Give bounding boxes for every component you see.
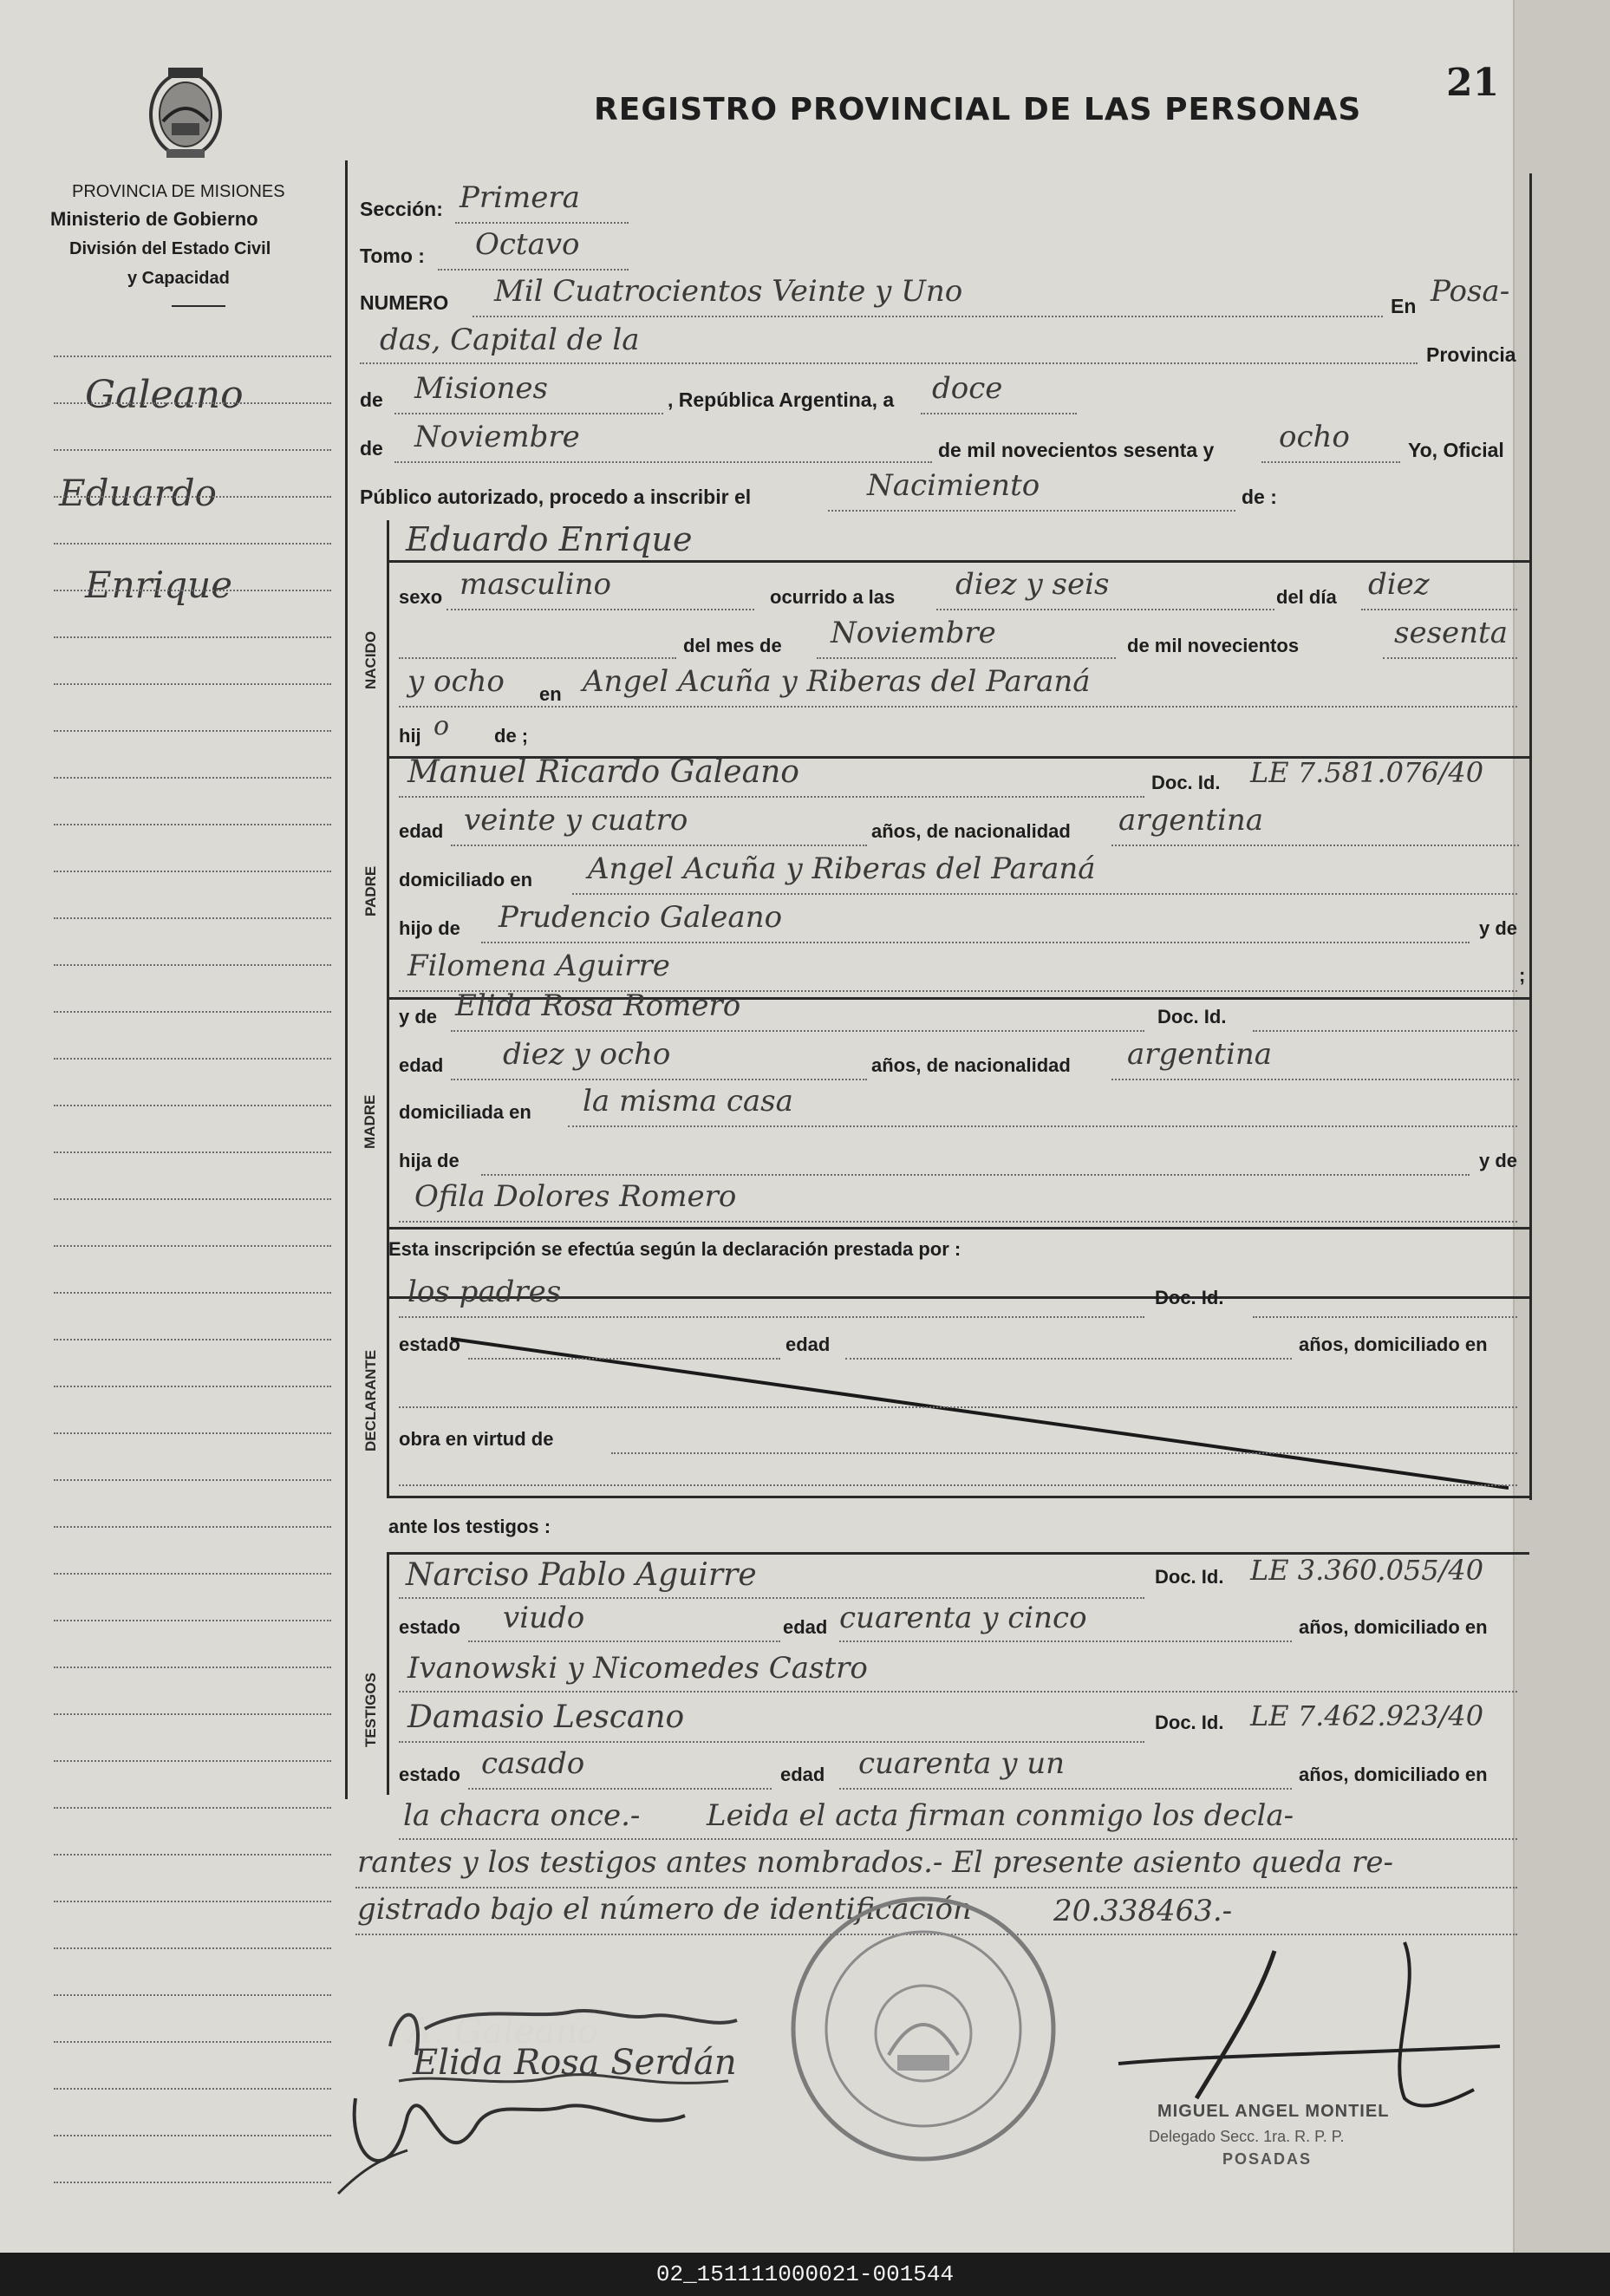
publico-label: Público autorizado, procedo a inscribir el: [360, 486, 752, 508]
nacido-mil-label: de mil novecientos: [1127, 635, 1300, 656]
padre-hijo-label: hijo de: [399, 917, 460, 939]
main-frame-left: [345, 160, 348, 1504]
main-frame-left-lower: [345, 1504, 348, 1799]
dotted-line: [399, 1838, 1517, 1840]
margin-ruled-line: [54, 2135, 331, 2136]
padre-nombre: Manuel Ricardo Galeano: [407, 754, 799, 790]
oficial-label: Yo, Oficial: [1408, 439, 1504, 461]
margin-ruled-line: [54, 1105, 331, 1106]
testigo-1-edad-value: cuarenta y cinco: [839, 1601, 1087, 1635]
margin-ruled-line: [54, 1994, 331, 1996]
nacido-lugar: Angel Acuña y Riberas del Paraná: [583, 664, 1091, 699]
margin-ruled-line: [54, 1620, 331, 1621]
testigos-intro: ante los testigos :: [388, 1516, 551, 1537]
testigo-2-doc-value: LE 7.462.923/40: [1250, 1699, 1484, 1732]
dotted-line: [481, 1174, 1470, 1176]
margin-ruled-line: [54, 1573, 331, 1575]
dotted-line: [451, 1030, 1144, 1032]
dotted-line: [468, 1358, 780, 1360]
madre-edad-label: edad: [399, 1054, 444, 1076]
margin-ruled-line: [54, 355, 331, 357]
testigo-2-domicilio: la chacra once.-: [403, 1798, 641, 1833]
testigo-1-estado-value: viudo: [503, 1601, 585, 1635]
numero-label: NUMERO: [360, 291, 449, 314]
madre-y-de-label: y de: [399, 1006, 438, 1027]
testigos-column-divider: [387, 1552, 389, 1795]
padre-semicolon: ;: [1519, 964, 1526, 986]
margin-ruled-line: [54, 917, 331, 919]
anio-value: ocho: [1279, 420, 1350, 454]
margin-ruled-line: [54, 1011, 331, 1013]
numero-value: Mil Cuatrocientos Veinte y Uno: [494, 274, 963, 309]
label-padre: PADRE: [362, 865, 379, 916]
dotted-line: [1111, 845, 1519, 846]
margin-ruled-line: [54, 1526, 331, 1528]
sexo-value: masculino: [460, 567, 612, 602]
dotted-line: [611, 1452, 1517, 1454]
padre-domicilio-label: domiciliado en: [399, 869, 533, 890]
margin-ruled-line: [54, 824, 331, 825]
institution-line-2: Ministerio de Gobierno: [50, 208, 258, 230]
institution-line-3: División del Estado Civil: [69, 239, 271, 258]
madre-y-de-label-2: y de: [1479, 1150, 1518, 1171]
hij-suffix: o: [433, 711, 450, 741]
closing-line-2: rantes y los testigos antes nombrados.- El presente asiento queda re-: [357, 1845, 1393, 1880]
dotted-line: [355, 1887, 1517, 1888]
margin-ruled-line: [54, 590, 331, 591]
institution-line-4: y Capacidad: [127, 269, 230, 288]
margin-ruled-line: [54, 1058, 331, 1060]
tomo-value: Octavo: [475, 227, 580, 262]
padre-nacionalidad-value: argentina: [1118, 803, 1264, 838]
declarante-bottom-line: [387, 1496, 1529, 1498]
padre-edad-value: veinte y cuatro: [464, 803, 688, 838]
dotted-line: [839, 1640, 1292, 1642]
madre-domicilio-label: domiciliada en: [399, 1101, 531, 1123]
dotted-line: [473, 316, 1383, 317]
closing-line-3: gistrado bajo el número de identificación: [357, 1892, 972, 1927]
provincia-value: Misiones: [414, 371, 548, 406]
dotted-line: [921, 413, 1077, 414]
identification-number: 20.338463.-: [1053, 1894, 1233, 1928]
dotted-line: [399, 1221, 1517, 1223]
declarante-estado-label: estado: [399, 1334, 460, 1355]
nacido-en-label: en: [539, 683, 562, 705]
label-testigos: TESTIGOS: [362, 1673, 379, 1747]
margin-ruled-line: [54, 1901, 331, 1902]
dotted-line: [451, 845, 867, 846]
margin-ruled-line: [54, 871, 331, 872]
margin-ruled-line: [54, 496, 331, 498]
madre-edad-value: diez y ocho: [503, 1037, 671, 1072]
dotted-line: [1253, 1030, 1517, 1032]
label-nacido: NACIDO: [362, 630, 379, 689]
dotted-line: [399, 1316, 1144, 1318]
margin-ruled-line: [54, 1667, 331, 1668]
dotted-line: [481, 942, 1470, 943]
dia-value: doce: [932, 371, 1003, 406]
dotted-line: [399, 1484, 1517, 1486]
seccion-value: Primera: [460, 180, 580, 215]
dotted-line: [446, 609, 754, 610]
testigo-1-edad-label: edad: [783, 1616, 828, 1638]
document-title: REGISTRO PROVINCIAL DE LAS PERSONAS: [594, 92, 1362, 127]
margin-ruled-line: [54, 1807, 331, 1809]
madre-doc-label: Doc. Id.: [1157, 1006, 1227, 1027]
nacido-top-line: [387, 560, 1529, 563]
testigo-2-edad-label: edad: [780, 1764, 825, 1785]
dotted-line: [399, 657, 676, 659]
declarante-nombre: los padres: [407, 1275, 562, 1309]
margin-ruled-line: [54, 1947, 331, 1949]
label-declarante: DECLARANTE: [362, 1349, 379, 1451]
official-role: Delegado Secc. 1ra. R. P. P.: [1149, 2128, 1345, 2145]
margin-second-name: Enrique: [85, 564, 233, 606]
dotted-line: [568, 1125, 1517, 1127]
testigo-2-estado-value: casado: [481, 1746, 585, 1781]
margin-ruled-line: [54, 449, 331, 451]
testigo-1-domicilio: Ivanowski y Nicomedes Castro: [407, 1651, 868, 1686]
dotted-line: [399, 1691, 1517, 1693]
tomo-label: Tomo :: [360, 245, 425, 267]
de-label: de: [360, 388, 383, 411]
margin-surname: Galeano: [85, 373, 244, 417]
padre-edad-label: edad: [399, 820, 444, 842]
margin-ruled-line: [54, 543, 331, 545]
margin-ruled-line: [54, 636, 331, 638]
dotted-line: [399, 1597, 1144, 1599]
margin-ruled-line: [54, 2041, 331, 2043]
margin-ruled-line: [54, 1760, 331, 1762]
testigo-1-estado-label: estado: [399, 1616, 460, 1638]
madre-nacionalidad-value: argentina: [1127, 1037, 1273, 1072]
de-label-2: de: [360, 437, 383, 460]
margin-ruled-line: [54, 1245, 331, 1247]
mes-value: Noviembre: [414, 420, 580, 454]
dotted-line: [1253, 1316, 1517, 1318]
acto-value: Nacimiento: [867, 468, 1040, 503]
label-madre: MADRE: [362, 1094, 378, 1149]
margin-ruled-line: [54, 1386, 331, 1387]
margin-ruled-line: [54, 1198, 331, 1200]
official-stamp-icon: [785, 1890, 1062, 2168]
en-value-1: Posa-: [1431, 274, 1510, 309]
madre-bottom-line: [387, 1227, 1529, 1230]
madre-hija-label: hija de: [399, 1150, 460, 1171]
padre-doc-value: LE 7.581.076/40: [1250, 756, 1484, 789]
dotted-line: [839, 1788, 1292, 1790]
dotted-line: [817, 657, 1116, 659]
margin-ruled-line: [54, 1292, 331, 1294]
nacido-dia-value: diez: [1368, 567, 1430, 602]
padre-doc-label: Doc. Id.: [1151, 772, 1221, 793]
madre-nacionalidad-label: años, de nacionalidad: [871, 1054, 1071, 1076]
hora-value: diez y seis: [955, 567, 1110, 602]
hij-label: hij: [399, 725, 421, 747]
margin-ruled-line: [54, 1479, 331, 1481]
margin-ruled-line: [54, 1432, 331, 1434]
institution-underline: [172, 305, 225, 307]
dotted-line: [394, 413, 663, 414]
margin-ruled-line: [54, 1151, 331, 1153]
en-label: En: [1391, 295, 1417, 317]
margin-first-name: Eduardo: [59, 472, 217, 514]
dotted-line: [399, 1406, 1517, 1408]
dotted-line: [451, 1079, 867, 1080]
padre-nacionalidad-label: años, de nacionalidad: [871, 820, 1071, 842]
declarante-intro: Esta inscripción se efectúa según la declaración prestada por :: [388, 1238, 961, 1260]
padre-madre-de: Filomena Aguirre: [407, 949, 670, 983]
padre-domicilio-value: Angel Acuña y Riberas del Paraná: [588, 851, 1096, 886]
dotted-line: [828, 510, 1235, 512]
sexo-label: sexo: [399, 586, 443, 608]
margin-ruled-line: [54, 2088, 331, 2090]
dotted-line: [468, 1788, 772, 1790]
provincia-label: Provincia: [1426, 343, 1516, 366]
margin-ruled-line: [54, 683, 331, 685]
declarante-obra-label: obra en virtud de: [399, 1428, 554, 1450]
official-city: POSADAS: [1222, 2150, 1313, 2168]
testigo-2-edad-value: cuarenta y un: [858, 1746, 1066, 1781]
ocurrido-label: ocurrido a las: [770, 586, 896, 608]
testigo-2-doc-label: Doc. Id.: [1155, 1712, 1224, 1733]
nacido-nombre: Eduardo Enrique: [406, 520, 693, 558]
dotted-line: [572, 893, 1517, 895]
de-colon-label: de :: [1242, 486, 1277, 508]
margin-ruled-line: [54, 2182, 331, 2183]
dotted-line: [399, 1741, 1144, 1743]
closing-line-1: Leida el acta firman conmigo los decla-: [707, 1798, 1294, 1833]
en-value-2: das, Capital de la: [380, 323, 640, 357]
footer-code-bar: 02_151111000021-001544: [0, 2253, 1610, 2296]
testigo-1-doc-label: Doc. Id.: [1155, 1566, 1224, 1588]
nacido-anio-2: y ocho: [407, 664, 505, 699]
margin-ruled-line: [54, 964, 331, 966]
dotted-line: [1261, 461, 1400, 463]
dotted-line: [394, 461, 932, 463]
section-column-divider: [387, 520, 389, 1496]
seccion-label: Sección:: [360, 198, 443, 220]
testigo-2-estado-label: estado: [399, 1764, 460, 1785]
hij-de-label: de ;: [494, 725, 529, 747]
madre-madre-de: Ofila Dolores Romero: [414, 1179, 737, 1214]
padre-y-de-label: y de: [1479, 917, 1518, 939]
testigo-1-anios-label: años, domiciliado en: [1299, 1616, 1488, 1638]
signature-official: [1092, 1925, 1517, 2124]
underlying-page-edge: [1513, 0, 1610, 2253]
testigo-2-anios-label: años, domiciliado en: [1299, 1764, 1488, 1785]
testigo-1-nombre: Narciso Pablo Aguirre: [406, 1557, 757, 1593]
margin-ruled-line: [54, 1854, 331, 1856]
nacido-anio-1: sesenta: [1394, 616, 1508, 650]
testigo-1-doc-value: LE 3.360.055/40: [1250, 1554, 1484, 1587]
province-emblem-icon: [146, 61, 225, 163]
dotted-line: [455, 222, 629, 224]
page-number: 21: [1446, 61, 1500, 105]
declarante-anios-label: años, domiciliado en: [1299, 1334, 1488, 1355]
main-frame-right: [1529, 173, 1532, 1500]
del-dia-label: del día: [1276, 586, 1337, 608]
dotted-line: [438, 269, 629, 271]
dotted-line: [399, 796, 1144, 798]
margin-ruled-line: [54, 777, 331, 779]
institution-line-1: PROVINCIA DE MISIONES: [72, 182, 285, 201]
dotted-line: [845, 1358, 1292, 1360]
dotted-line: [1383, 657, 1517, 659]
signature-scribble: [329, 2064, 720, 2211]
padre-padre-de: Prudencio Galeano: [499, 900, 783, 935]
dotted-line: [936, 609, 1274, 610]
mil-label: de mil novecientos sesenta y: [938, 439, 1215, 461]
margin-ruled-line: [54, 1339, 331, 1340]
dotted-line: [1361, 609, 1517, 610]
margin-ruled-line: [54, 402, 331, 404]
official-name: MIGUEL ANGEL MONTIEL: [1157, 2102, 1390, 2121]
dotted-line: [1111, 1079, 1519, 1080]
margin-ruled-line: [54, 730, 331, 732]
dotted-line: [468, 1640, 780, 1642]
dotted-line: [399, 706, 1517, 708]
madre-nombre: Elida Rosa Romero: [455, 988, 741, 1023]
declarante-doc-label: Doc. Id.: [1155, 1287, 1224, 1308]
testigo-2-nombre: Damasio Lescano: [407, 1699, 685, 1735]
nacido-mes-value: Noviembre: [831, 616, 996, 650]
signature-2-text: Elida Rosa Serdán: [413, 2043, 737, 2083]
madre-domicilio-value: la misma casa: [583, 1084, 793, 1119]
dotted-line: [360, 362, 1418, 364]
declarante-edad-label: edad: [785, 1334, 831, 1355]
margin-ruled-line: [54, 1713, 331, 1715]
republica-label: , República Argentina, a: [668, 388, 895, 411]
del-mes-label: del mes de: [683, 635, 782, 656]
